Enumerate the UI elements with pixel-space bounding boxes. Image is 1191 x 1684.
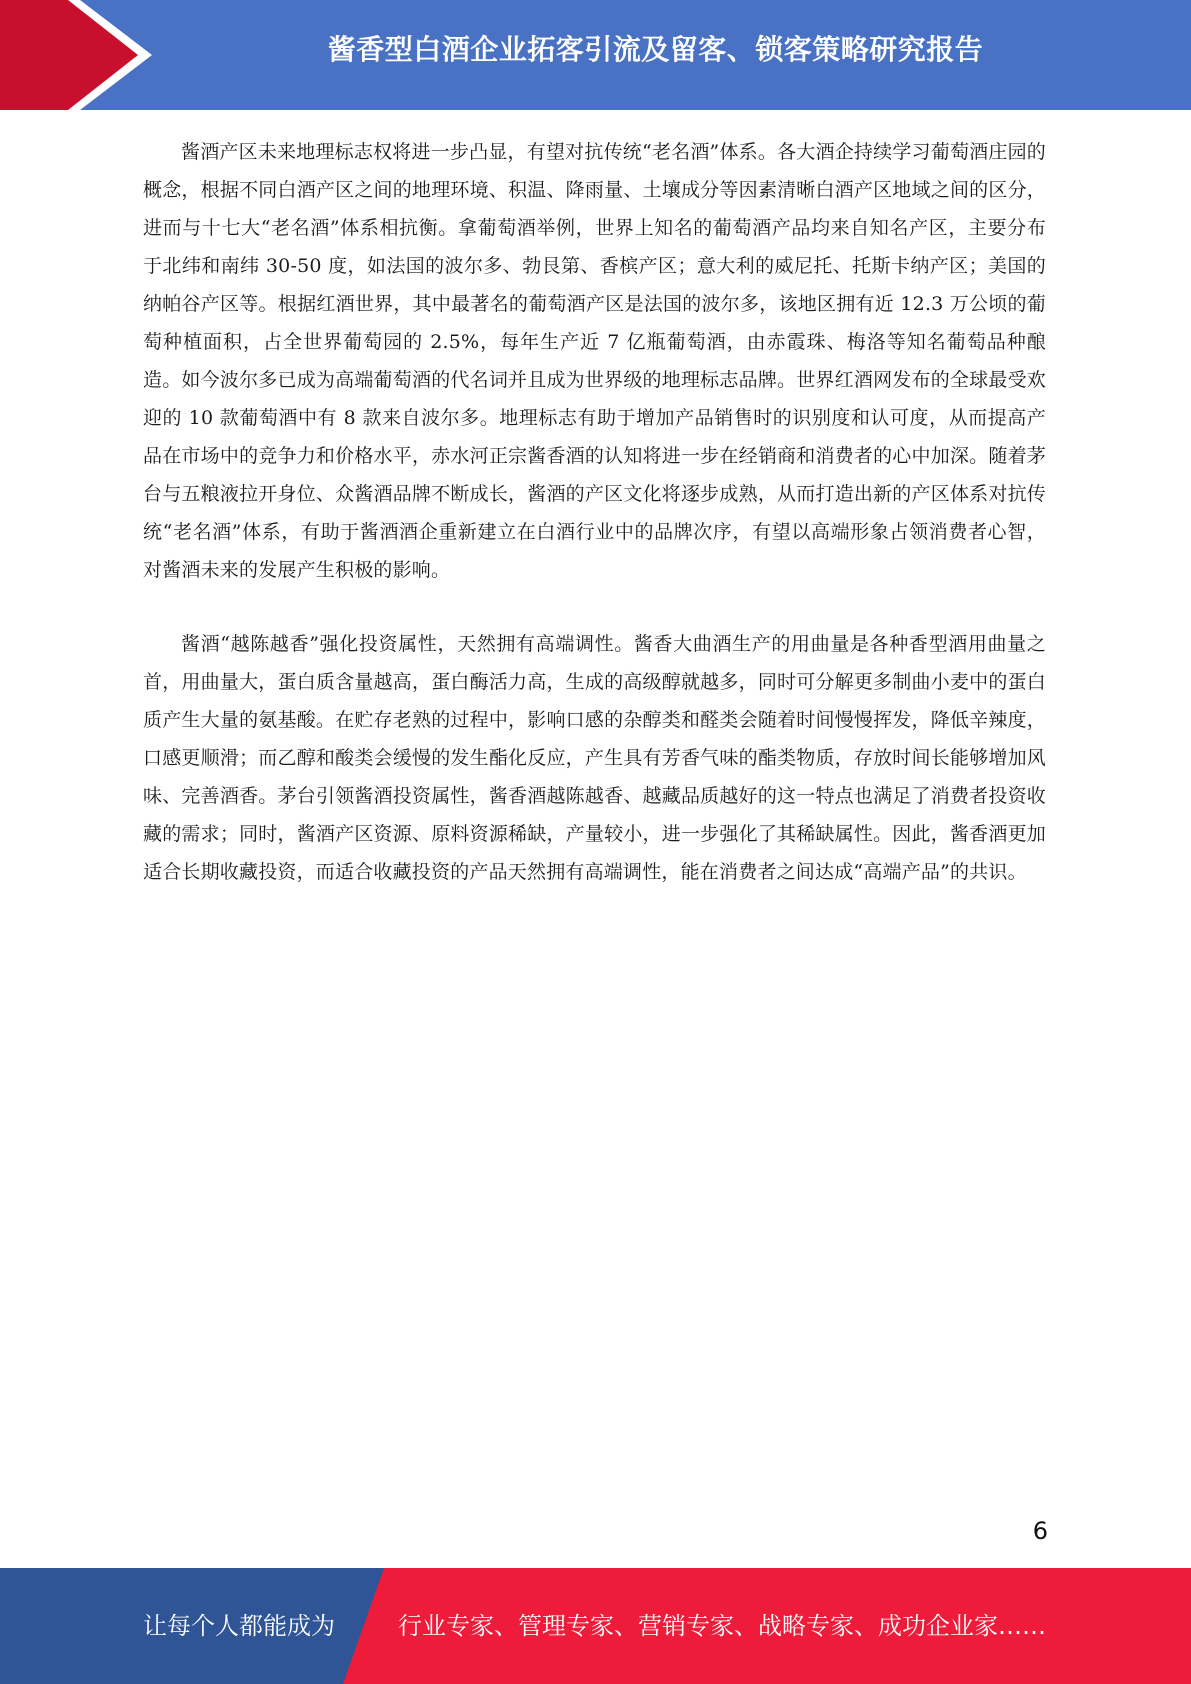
- paragraph-investment-attribute: 酱酒“越陈越香”强化投资属性，天然拥有高端调性。酱香大曲酒生产的用曲量是各种香型酒用曲量之首，用曲量大，蛋白质含量越高，蛋白酶活力高，生成的高级醇就越多，同时可分解更多制曲小麦中的蛋白质产生大量的氨基酸。在贮存老熟的过程中，影响口感的杂醇类和醛类会随着时间慢慢挥发，降低辛辣度，口感更顺滑；而乙醇和酸类会缓慢的发生酯化反应，产生具有芳香气味的酯类物质，存放时间长能够增加风味、完善酒香。茅台引领酱酒投资属性，酱香酒越陈越香、越藏品质越好的这一特点也满足了消费者投资收藏的需求；同时，酱酒产区资源、原料资源稀缺，产量较小，进一步强化了其稀缺属性。因此，酱香酒更加适合长期收藏投资，而适合收藏投资的产品天然拥有高端调性，能在消费者之间达成“高端产品”的共识。: [143, 633, 1046, 883]
- header-chevron-red: [0, 0, 138, 110]
- footer-slogan-right: 行业专家、管理专家、营销专家、战略专家、成功企业家……: [398, 1612, 1046, 1640]
- header-title: 酱香型白酒企业拓客引流及留客、锁客策略研究报告: [327, 33, 984, 66]
- page-number: 6: [1032, 1517, 1048, 1545]
- page-header: [0, 0, 1191, 110]
- header-chevron-decoration: [0, 0, 160, 110]
- paragraph-geographic-indication: 酱酒产区未来地理标志权将进一步凸显，有望对抗传统“老名酒”体系。各大酒企持续学习葡萄酒庄园的概念，根据不同白酒产区之间的地理环境、积温、降雨量、土壤成分等因素清晰白酒产区地域之间的区分，进而与十七大“老名酒”体系相抗衡。拿葡萄酒举例，世界上知名的葡萄酒产品均来自知名产区，主要分布于北纬和南纬 30-50 度，如法国的波尔多、勃艮第、香槟产区；意大利的威尼托、托斯卡纳产区；美国的纳帕谷产区等。根据红酒世界，其中最著名的葡萄酒产区是法国的波尔多，该地区拥有近 12.3 万公顷的葡萄种植面积，占全世界葡萄园的 2.5%，每年生产近 7 亿瓶葡萄酒，由赤霞珠、梅洛等知名葡萄品种酿造。如今波尔多已成为高端葡萄酒的代名词并且成为世界级的地理标志品牌。世界红酒网发布的全球最受欢迎的 10 款葡萄酒中有 8 款来自波尔多。地理标志有助于增加产品销售时的识别度和认可度，从而提高产品在市场中的竞争力和价格水平，赤水河正宗酱香酒的认知将进一步在经销商和消费者的心中加深。随着茅台与五粮液拉开身位、众酱酒品牌不断成长，酱酒的产区文化将逐步成熟，从而打造出新的产区体系对抗传统“老名酒”体系，有助于酱酒酒企重新建立在白酒行业中的品牌次序，有望以高端形象占领消费者心智，对酱酒未来的发展产生积极的影响。: [143, 141, 1046, 581]
- document-body: [143, 133, 1046, 927]
- footer-slogan-left: 让每个人都能成为: [143, 1612, 335, 1640]
- page-footer: [0, 1568, 1191, 1684]
